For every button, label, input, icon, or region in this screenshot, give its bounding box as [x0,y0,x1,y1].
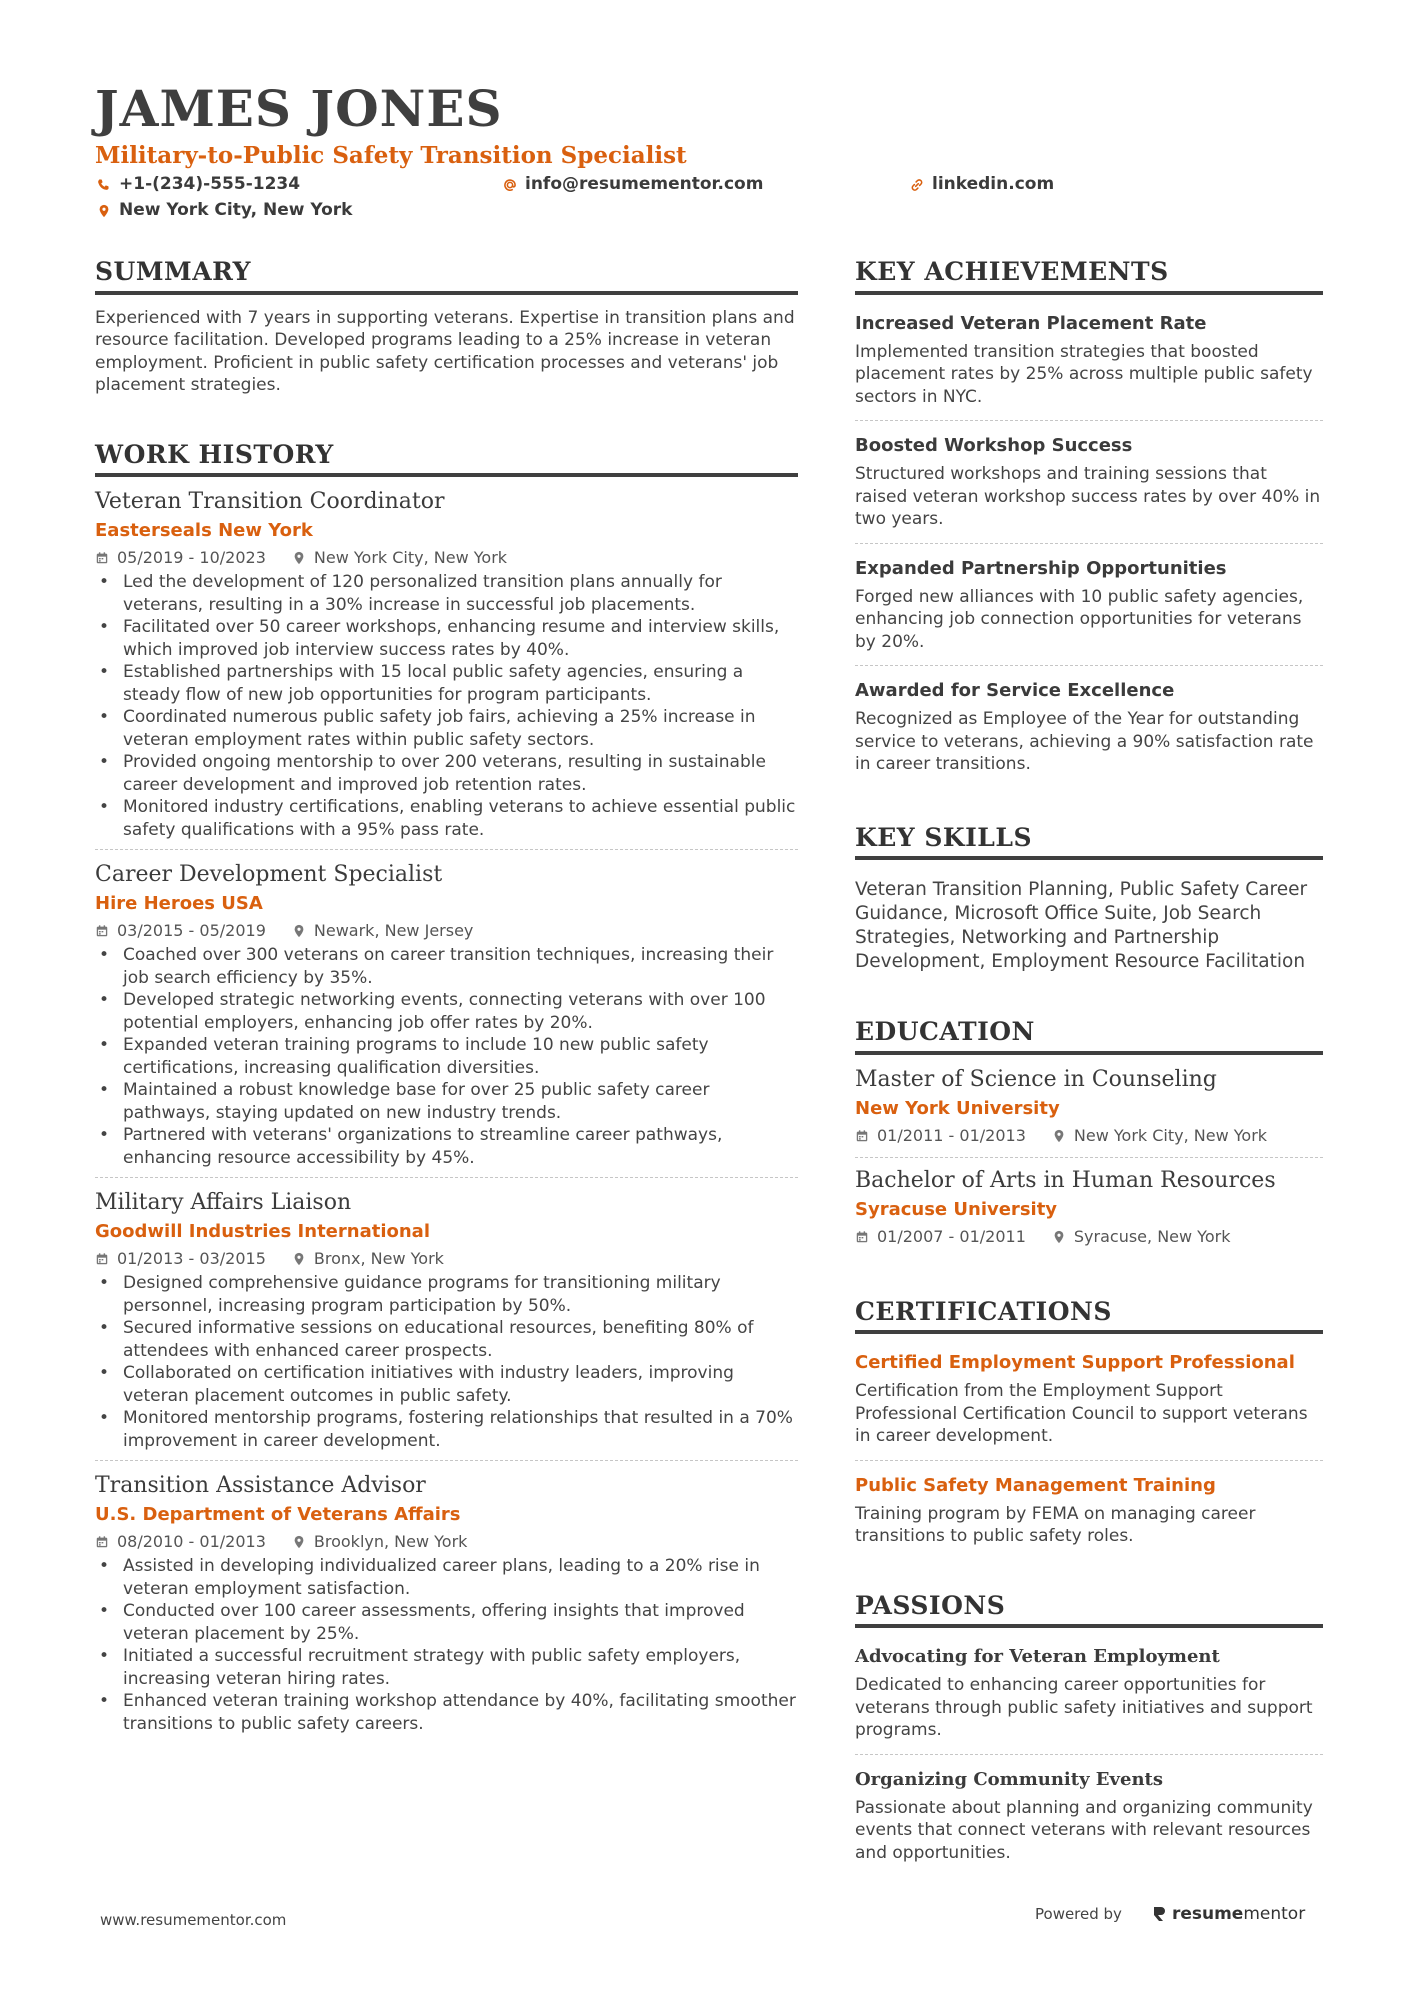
achievement-text: Recognized as Employee of the Year for outstanding service to veterans, achieving a 90% satisfaction rate in career transitions. [855,709,1314,774]
bullet-item: • Expanded veteran training programs to include 10 new public safety certifications, increasing qualification diversities. [95,1034,798,1079]
achievement-text: Forged new alliances with 10 public safety agencies, enhancing job connection opportunities for veterans by 20%. [855,586,1304,652]
right-column [855,258,1323,1876]
achievement-item [855,665,1323,788]
degree-title: Master of Science in Counseling [855,1066,1217,1092]
bullet-item: • Developed strategic networking events, connecting veterans with over 100 potential employers, enhancing job offer rates by 20%. [95,989,798,1034]
email-text: info@resumementor.com [525,174,764,194]
date-range [855,1123,1026,1149]
location [1052,1123,1267,1149]
bullet-item: • Collaborated on certification initiatives with industry leaders, improving veteran placement outcomes in public safety. [95,1362,798,1407]
candidate-name: JAMES JONES [95,79,503,138]
date-text: 03/2015 - 05/2019 [117,921,266,940]
education-item [855,1157,1323,1258]
map-pin-icon [97,203,111,219]
date-text: 05/2019 - 10/2023 [117,548,266,567]
job-bullets [95,1555,798,1735]
achievement-item [855,543,1323,666]
map-pin-icon [292,1534,306,1550]
bullet-item: • Facilitated over 50 career workshops, enhancing resume and interview skills, which improved job interview success rates by 40%. [95,616,798,661]
phone-icon [97,177,111,193]
company-name: Goodwill Industries International [95,1221,430,1242]
date-text: 08/2010 - 01/2013 [117,1532,266,1551]
bullet-item: • Enhanced veteran training workshop attendance by 40%, facilitating smoother transitions to public safety careers. [95,1690,798,1735]
footer-website[interactable]: www.resumementor.com [100,1911,287,1929]
certification-title: Certified Employment Support Professional [855,1352,1295,1373]
achievement-title: Boosted Workshop Success [855,435,1133,456]
calendar-icon [95,923,109,939]
achievements-heading: KEY ACHIEVEMENTS [855,258,1323,295]
job-entry [95,849,798,1177]
certification-title: Public Safety Management Training [855,1474,1216,1496]
calendar-icon [855,1128,869,1144]
map-pin-icon [292,550,306,566]
summary-section [95,258,798,397]
bullet-item: • Partnered with veterans' organizations to streamline career pathways, enhancing resource accessibility by 45%. [95,1124,798,1169]
job-title: Transition Assistance Advisor [95,1473,426,1498]
bullet-item: • Initiated a successful recruitment strategy with public safety employers, increasing veteran hiring rates. [95,1645,798,1690]
company-name: U.S. Department of Veterans Affairs [95,1504,461,1525]
degree-title: Bachelor of Arts in Human Resources [855,1167,1276,1193]
passion-item [855,1638,1323,1754]
calendar-icon [95,550,109,566]
job-title: Career Development Specialist [95,862,443,887]
date-location-row [95,1246,798,1272]
map-pin-icon [292,923,306,939]
achievement-title: Increased Veteran Placement Rate [855,312,1207,334]
location-text: New York City, New York [119,200,353,220]
contact-linkedin[interactable] [910,176,1054,193]
bullet-item: • Secured informative sessions on educational resources, benefiting 80% of attendees with enhanced career prospects. [95,1317,798,1362]
job-list [95,487,798,1743]
date-location-row [95,545,798,571]
location-text: Bronx, New York [313,1249,444,1268]
bullet-item: • Coached over 300 veterans on career transition techniques, increasing their job search efficiency by 35%. [95,944,798,989]
map-pin-icon [292,1251,306,1267]
location [292,545,507,571]
date-text: 01/2013 - 03/2015 [117,1249,266,1268]
achievement-title: Expanded Partnership Opportunities [855,557,1227,579]
left-column [95,258,798,1743]
bullet-item: • Monitored industry certifications, enabling veterans to achieve essential public safety qualifications with a 95% pass rate. [95,796,798,841]
job-bullets [95,944,798,1169]
date-text: 01/2007 - 01/2011 [877,1226,1026,1246]
phone-text: +1-(234)-555-1234 [119,174,301,194]
bullet-item: • Conducted over 100 career assessments, offering insights that improved veteran placement by 25%. [95,1600,798,1645]
passion-list [855,1638,1323,1876]
certifications-section [855,1298,1323,1560]
bullet-item: • Monitored mentorship programs, fostering relationships that resulted in a 70% improvement in career development. [95,1407,798,1452]
passion-title: Organizing Community Events [855,1768,1163,1790]
link-icon [910,177,924,193]
bullet-item: • Designed comprehensive guidance programs for transitioning military personnel, increasing program participation by 50%. [95,1272,798,1317]
calendar-icon [95,1534,109,1550]
job-entry [95,1460,798,1743]
footer-powered [1035,1904,1305,1924]
location [1052,1224,1231,1250]
passions-section [855,1592,1323,1877]
date-location-row [95,1529,798,1555]
date-range [855,1224,1026,1250]
date-range [95,1529,266,1555]
education-section [855,1018,1323,1258]
company-name: Hire Heroes USA [95,893,263,914]
education-item [855,1065,1323,1157]
location-text: New York City, New York [1073,1125,1268,1145]
achievement-item [855,420,1323,543]
location [292,1529,468,1555]
job-title: Veteran Transition Coordinator [95,489,445,514]
passion-text: Passionate about planning and organizing community events that connect veterans with relevant resources and opportunities. [855,1797,1313,1863]
job-entry [95,487,798,849]
education-heading: EDUCATION [855,1018,1323,1055]
bullet-item: • Established partnerships with 15 local public safety agencies, ensuring a steady flow of new job opportunities for program participants. [95,661,798,706]
contact-phone [97,176,300,193]
date-range [95,545,266,571]
brand-bold: resume [1171,1904,1244,1924]
job-title: Military Affairs Liaison [95,1190,352,1215]
date-location-row [855,1224,1323,1250]
at-icon [503,177,517,193]
calendar-icon [95,1251,109,1267]
job-entry [95,1177,798,1460]
certification-text: Training program by FEMA on managing career transitions to public safety roles. [855,1503,1256,1546]
bullet-item: • Led the development of 120 personalized transition plans annually for veterans, resulting in a 30% increase in successful job placements. [95,571,798,616]
certification-text: Certification from the Employment Support Professional Certification Council to support veterans in career development. [855,1381,1308,1446]
contact-location [97,202,352,219]
bullet-item: • Assisted in developing individualized career plans, leading to a 20% rise in veteran employment satisfaction. [95,1555,798,1600]
certifications-heading: CERTIFICATIONS [855,1298,1323,1335]
bullet-item: • Coordinated numerous public safety job fairs, achieving a 25% increase in veteran employment rates within public safety sectors. [95,706,798,751]
date-range [95,918,266,944]
date-location-row [95,918,798,944]
skills-text: Veteran Transition Planning, Public Safety Career Guidance, Microsoft Office Suite, Job Search Strategies, Networking and Partnership Development, Employment Resource Facilitation [855,879,1308,972]
map-pin-icon [1052,1229,1066,1245]
location [292,918,474,944]
bullet-item: • Maintained a robust knowledge base for over 25 public safety career pathways, staying updated on new industry trends. [95,1079,798,1124]
calendar-icon [855,1229,869,1245]
linkedin-text: linkedin.com [932,174,1055,194]
achievement-text: Implemented transition strategies that boosted placement rates by 25% across multiple public safety sectors in NYC. [855,341,1313,407]
resumementor-logo-icon [1152,1905,1168,1923]
school-name: Syracuse University [855,1198,1058,1220]
certification-list [855,1344,1323,1560]
passion-item [855,1754,1323,1877]
achievement-item [855,305,1323,421]
date-location-row [855,1123,1323,1149]
work-history-section [95,441,798,1744]
skills-section [855,824,1323,975]
location-text: Brooklyn, New York [313,1532,468,1551]
job-bullets [95,571,798,841]
candidate-title: Military-to-Public Safety Transition Specialist [95,142,687,169]
passions-heading: PASSIONS [855,1592,1323,1629]
location-text: Syracuse, New York [1073,1226,1231,1246]
summary-text: Experienced with 7 years in supporting veterans. Expertise in transition plans and resource facilitation. Developed programs leading to a 25% increase in veteran employment. Proficient in public safety certification processes and veterans' job placement strategies. [95,307,795,395]
skills-heading: KEY SKILLS [855,824,1323,861]
education-list [855,1065,1323,1258]
achievements-section [855,258,1323,788]
summary-heading: SUMMARY [95,258,798,295]
contact-email[interactable] [503,176,763,193]
job-bullets [95,1272,798,1452]
bullet-item: • Provided ongoing mentorship to over 200 veterans, resulting in sustainable career development and improved job retention rates. [95,751,798,796]
date-text: 01/2011 - 01/2013 [877,1125,1026,1145]
passion-text: Dedicated to enhancing career opportunities for veterans through public safety initiatives and support programs. [855,1675,1313,1740]
achievement-title: Awarded for Service Excellence [855,680,1175,701]
brand-light: mentor [1243,1904,1306,1924]
work-history-heading: WORK HISTORY [95,441,798,478]
achievement-text: Structured workshops and training sessions that raised veteran workshop success rates by over 40% in two years. [855,464,1321,529]
brand-logo[interactable] [1152,1904,1305,1924]
certification-item [855,1460,1323,1560]
certification-item [855,1344,1323,1460]
location-text: New York City, New York [313,548,508,567]
date-range [95,1246,266,1272]
location [292,1246,444,1272]
company-name: Easterseals New York [95,520,313,541]
passion-title: Advocating for Veteran Employment [855,1646,1220,1667]
powered-by-label: Powered by [1035,1905,1122,1923]
map-pin-icon [1052,1128,1066,1144]
achievement-list [855,305,1323,788]
location-text: Newark, New Jersey [313,921,474,940]
school-name: New York University [855,1097,1060,1119]
